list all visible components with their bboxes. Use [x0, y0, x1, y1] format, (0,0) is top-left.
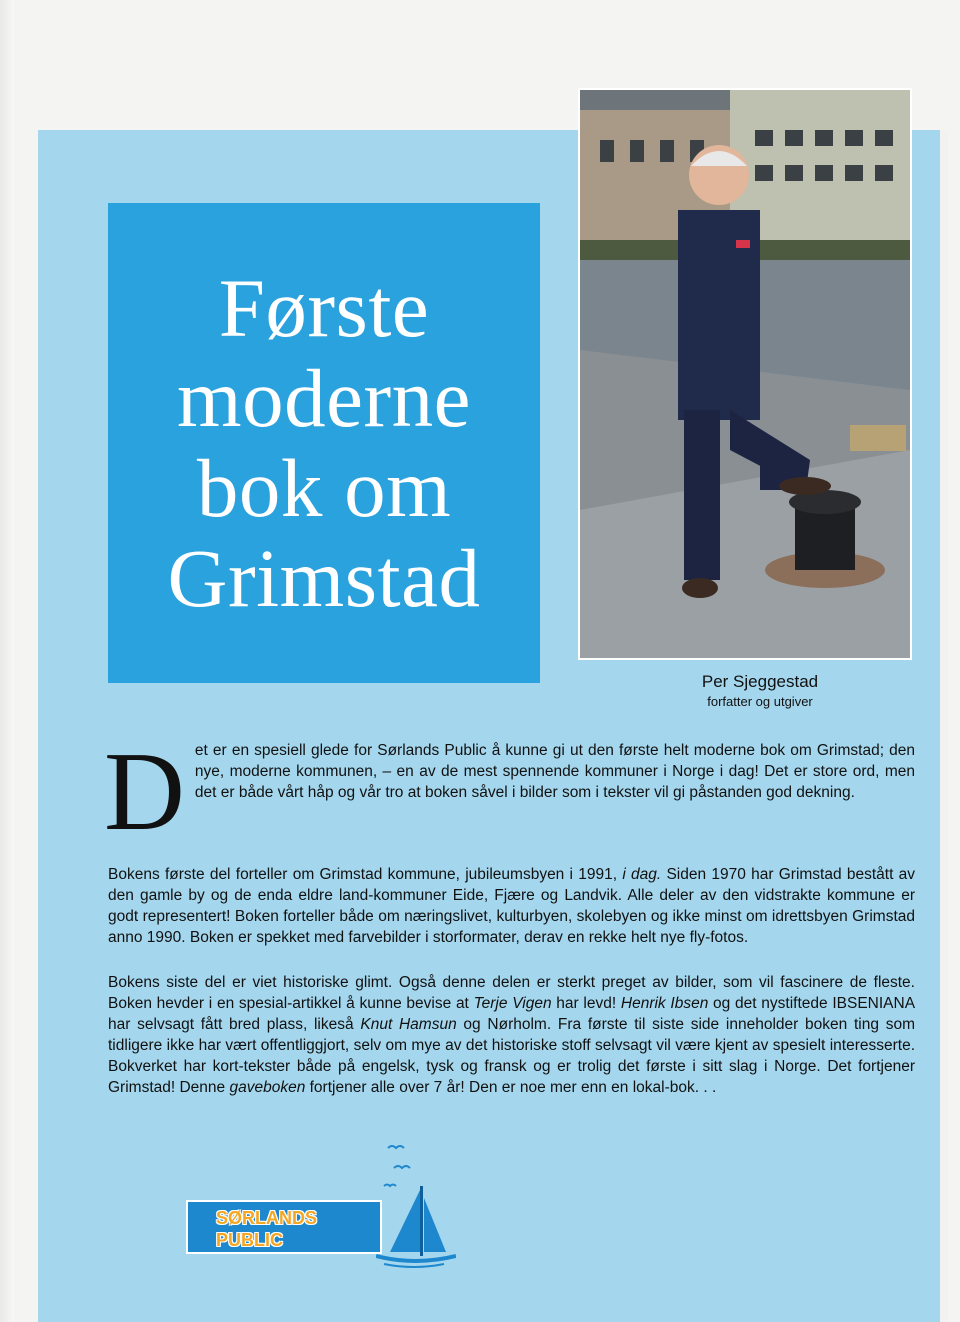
paragraph-3 [108, 972, 915, 1098]
page-edge [0, 0, 14, 1322]
paragraph-text: Bokens siste del er viet historiske glimt. Også denne delen er sterkt preget av bilder, som vil fascinere de fleste. Boken hevder i en spesial-artikkel å kunne bevise at [108, 974, 915, 1012]
article-body [104, 730, 916, 1122]
emphasis: Terje Vigen [473, 995, 552, 1012]
title-box [108, 203, 540, 683]
title-line: Første [218, 262, 430, 354]
paragraph-text: et er en spesiell glede for Sørlands Public å kunne gi ut den første helt moderne bok om Grimstad; den nye, moderne kommunen, – en av de mest spennende kommuner i Norge i dag! Det er store ord, men det er både vårt håp og vår tro at boken såvel i bilder som i tekster vil gi påstanden god dekning. [194, 742, 915, 801]
publisher-logo [186, 1190, 446, 1270]
title-line: bok om [196, 442, 452, 534]
title-line: moderne [177, 352, 471, 444]
paragraph-text: Siden 1970 har Grimstad bestått av den gamle by og de enda eldre land-kommuner Eide, Fjære og Landvik. Alle deler av den vidstrakte kommune er godt representert! Boken forteller både om næringslivet, kulturbyen, skolebyen og ikke minst om idrettsbyen Grimstad anno 1990. Boken er spekket med farvebilder i storformater, derav en rekke helt nye fly-fotos. [108, 866, 916, 946]
emphasis: i dag. [622, 866, 662, 883]
logo-wordmark [186, 1200, 382, 1254]
paragraph-intro [104, 730, 915, 854]
author-photo [578, 88, 912, 660]
caption-name: Per Sjeggestad [701, 672, 819, 691]
photo-caption [660, 671, 860, 711]
page-title [168, 263, 481, 623]
title-line: Grimstad [167, 532, 481, 624]
logo-line-1: SØRLANDS [216, 1208, 318, 1228]
paragraph-2 [108, 864, 915, 948]
emphasis: Henrik Ibsen [620, 995, 709, 1012]
caption-role: forfatter og utgiver [707, 694, 813, 709]
emphasis: Knut Hamsun [360, 1016, 457, 1033]
paragraph-text: Bokens første del forteller om Grimstad kommune, jubileumsbyen i 1991, [108, 866, 623, 883]
emphasis: gaveboken [229, 1079, 306, 1096]
paragraph-text: har levd! [551, 995, 621, 1012]
paragraph-text: fortjener alle over 7 år! Den er noe mer enn en lokal-bok. . . [305, 1079, 717, 1096]
paragraph-text: og det nystiftede IBSENIANA har selvsagt fått bred plass, likeså [108, 995, 916, 1033]
paragraph-text: og Nørholm. Fra første til siste side inneholder boken ting som tidligere ikke har vært offentliggjort, selv om mye av det historiske stoff selvsagt vil være kjent av spesielt interesserte. Bokverket har kort-tekster både på engelsk, tysk og fransk og er trolig det første i sitt slag i Norge. Det fortjener Grimstad! Denne [108, 1016, 915, 1096]
logo-line-2: PUBLIC [216, 1230, 283, 1250]
drop-cap: D [104, 730, 185, 854]
sailboat-icon [376, 1140, 456, 1270]
